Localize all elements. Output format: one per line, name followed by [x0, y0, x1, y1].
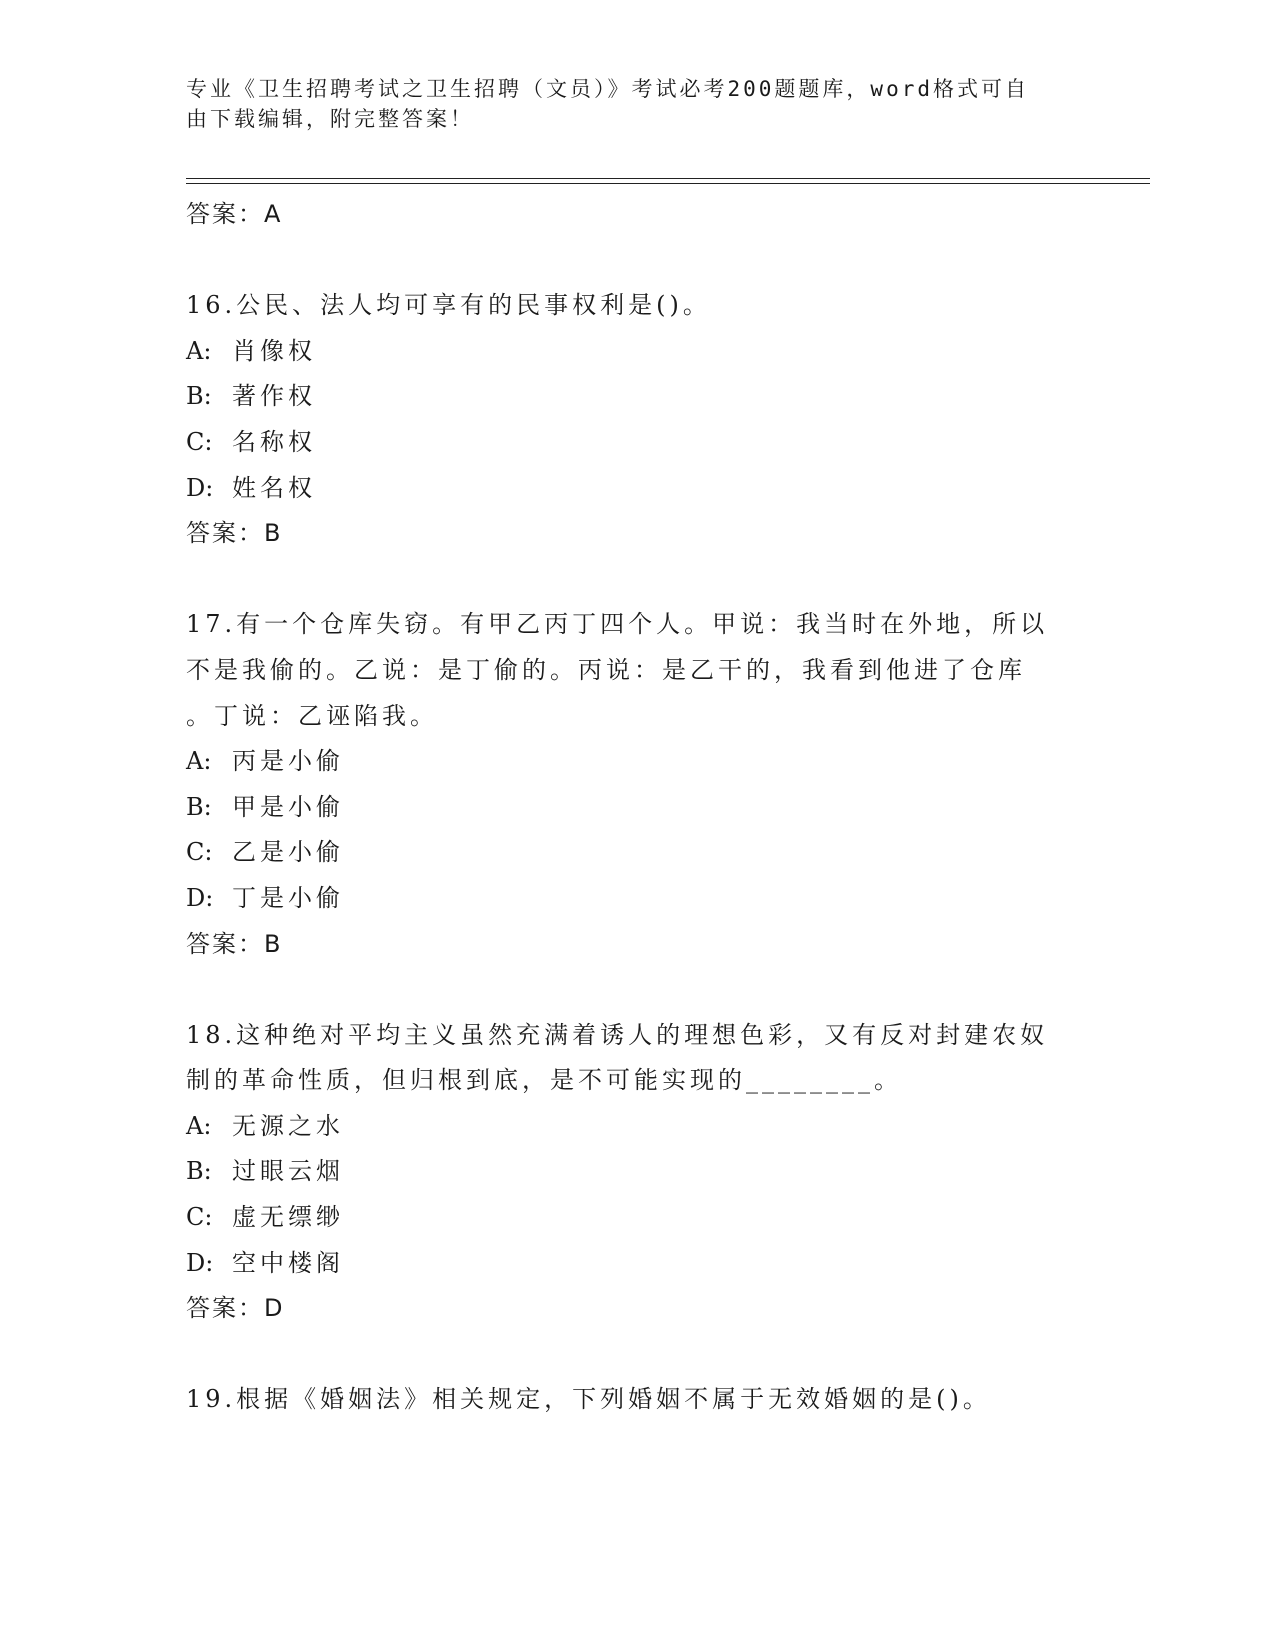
option-text: 乙是小偷 [232, 838, 344, 867]
question-text-line: 19.根据《婚姻法》相关规定，下列婚姻不属于无效婚姻的是()。 [186, 1385, 991, 1414]
option-letter: D: [186, 883, 214, 912]
header-divider-bottom [186, 183, 1150, 184]
question-block [186, 602, 1086, 967]
answer-line: 答案：D [186, 1294, 285, 1323]
question-gap [186, 557, 1086, 603]
option-row [186, 876, 1086, 922]
answer-line: 答案：B [186, 519, 283, 548]
option-text: 甲是小偷 [232, 792, 344, 821]
header-line-1: 专业《卫生招聘考试之卫生招聘（文员）》考试必考200题题库，word格式可自 [186, 77, 1029, 101]
option-letter: A: [186, 1111, 212, 1140]
option-letter: A: [186, 336, 212, 365]
question-text-line: 18.这种绝对平均主义虽然充满着诱人的理想色彩，又有反对封建农奴 [186, 1020, 1049, 1049]
option-letter: C: [186, 1203, 213, 1232]
option-row [186, 374, 1086, 420]
page-header [186, 74, 1066, 134]
question-gap [186, 967, 1086, 1013]
option-row [186, 466, 1086, 512]
option-text: 无源之水 [232, 1111, 344, 1140]
previous-answer: 答案：A [186, 200, 283, 228]
question-gap [186, 1332, 1086, 1378]
option-row [186, 329, 1086, 375]
option-letter: B: [186, 382, 212, 411]
answer-line: 答案：B [186, 929, 283, 958]
question-text-line: 。丁说：乙诬陷我。 [186, 701, 438, 730]
option-row [186, 420, 1086, 466]
option-text: 空中楼阁 [232, 1248, 344, 1277]
question-list [186, 192, 1086, 1423]
question-block [186, 1377, 1086, 1423]
header-line-2: 由下载编辑，附完整答案！ [186, 107, 474, 131]
option-letter: A: [186, 747, 212, 776]
header-divider-top [186, 178, 1150, 179]
option-row [186, 1149, 1086, 1195]
option-text: 名称权 [232, 427, 316, 456]
option-row [186, 785, 1086, 831]
option-letter: D: [186, 473, 214, 502]
option-text: 姓名权 [232, 473, 316, 502]
question-text-line: 16.公民、法人均可享有的民事权利是()。 [186, 291, 711, 320]
option-text: 肖像权 [232, 336, 316, 365]
option-text: 虚无缥缈 [232, 1203, 344, 1232]
option-row [186, 1195, 1086, 1241]
option-letter: D: [186, 1248, 214, 1277]
option-text: 丙是小偷 [232, 747, 344, 776]
option-text: 著作权 [232, 382, 316, 411]
option-letter: C: [186, 427, 213, 456]
option-row [186, 739, 1086, 785]
option-letter: C: [186, 838, 213, 867]
option-text: 过眼云烟 [232, 1157, 344, 1186]
question-text-line: 不是我偷的。乙说：是丁偷的。丙说：是乙干的，我看到他进了仓库 [186, 655, 1026, 684]
option-letter: B: [186, 792, 212, 821]
option-letter: B: [186, 1157, 212, 1186]
option-row [186, 830, 1086, 876]
question-text-line: 制的革命性质，但归根到底，是不可能实现的________。 [186, 1066, 902, 1095]
question-text-line: 17.有一个仓库失窃。有甲乙丙丁四个人。甲说：我当时在外地，所以 [186, 610, 1049, 639]
option-row [186, 1241, 1086, 1287]
option-text: 丁是小偷 [232, 883, 344, 912]
question-gap [186, 238, 1086, 284]
question-block [186, 283, 1086, 557]
question-block [186, 1013, 1086, 1332]
option-row [186, 1104, 1086, 1150]
